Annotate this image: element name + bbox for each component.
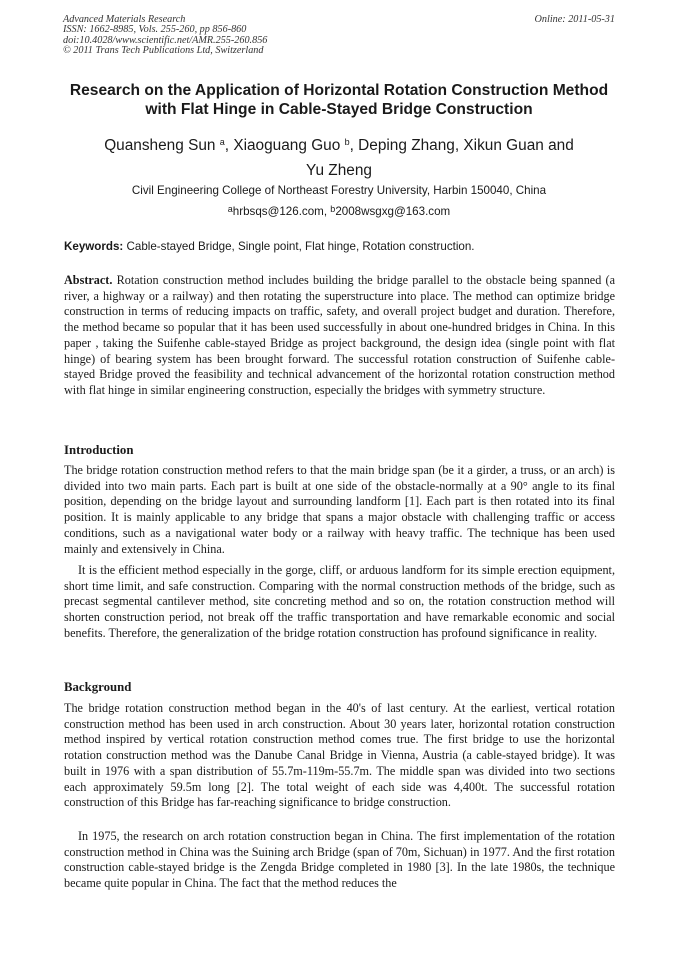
abstract-paragraph: [64, 273, 615, 399]
author-1: Quansheng Sun: [104, 137, 216, 154]
background-heading: Background: [64, 680, 132, 694]
author-4: Xikun Guan and: [463, 137, 574, 154]
copyright-line: © 2011 Trans Tech Publications Ltd, Switzerland: [63, 45, 264, 57]
background-paragraph-1: The bridge rotation construction method began in the 40's of last century. At the earliest, vertical rotation construction method has been used in arch construction. About 30 years later, horizontal rotation construction method inspired by vertical rotation construction method comes true. The first bridge to use the horizontal rotation construction method was the Danube Canal Bridge in Vienna, Austria (a cable-stayed bridge). It was built in 1976 with a span distribution of 55.7m-119m-55.7m. The middle span was divided into two sections each approximately 59.5m long [2]. The total weight of each side was 4,400t. The successful rotation construction of this Bridge has far-reaching significance to bridge construction.: [64, 701, 615, 810]
issn-line: ISSN: 1662-8985, Vols. 255-260, pp 856-860: [63, 24, 247, 36]
abstract-text: Rotation construction method includes building the bridge parallel to the obstacle being spanned (a river, a highway or a railway) and then rotating the superstructure into place. The method can optimize bridge construction in terms of reducing impacts on traffic, safety, and overall project budget and duration. Therefore, the method became so popular that it has been used successfully in about one-hundred bridges in China. In this paper , taking the Suifenhe cable-stayed Bridge as project background, the design idea (single point with flat hinge) of bearing system has been brought forward. The successful rotation construction of Suifenhe cable-stayed Bridge proved the feasibility and technical advancement of the horizontal rotation construction method with flat hinge in similar engineering construction, especially the bridges with symmetry structure.: [64, 273, 615, 397]
email-b-mark: b: [330, 204, 336, 214]
introduction-paragraph-2: It is the efficient method especially in the gorge, cliff, or arduous landform for its simple erection equipment, short time limit, and safe construction. Comparing with the normal construction methods of the bridge, such as precast segmental cantilever method, site concreting method and so on, the rotation construction method will shorten construction period, not break off the traffic transportation and have remarkable economic and social benefits. Therefore, the generalization of the bridge rotation construction has profound significance in reality.: [64, 563, 615, 640]
email-a[interactable]: hrbsqs@126.com,: [232, 205, 328, 218]
introduction-paragraph-1: The bridge rotation construction method refers to that the main bridge span (be it a girder, a truss, or an arch) is divided into two main parts. Each part is built at one side of the obstacle-normally at a 90° angle to its final position, depending on the bridge layout and surrounding landform [1]. Each part is then rotated into its final position. It is mainly applicable to any bridge that spans a major obstacle with challenging traffic or access conditions, such as a navigational water body or a railway with heavy traffic. The technique has been used mainly and extensively in China.: [64, 463, 615, 556]
author-list: [40, 133, 638, 183]
author-5: Yu Zheng: [306, 162, 372, 179]
title-line-2: with Flat Hinge in Cable-Stayed Bridge Construction: [145, 101, 533, 118]
affiliation: Civil Engineering College of Northeast Forestry University, Harbin 150040, China: [131, 184, 547, 197]
title-line-1: Research on the Application of Horizontal Rotation Construction Method: [69, 82, 609, 99]
keywords-text: Cable-stayed Bridge, Single point, Flat hinge, Rotation construction.: [126, 240, 475, 253]
background-paragraph-2: In 1975, the research on arch rotation construction began in China. The first implementation of the rotation construction method in China was the Suining arch Bridge (span of 70m, Sichuan) in 1977. And the first rotation construction cable-stayed bridge is the Zengda Bridge completed in 1980 [3]. In the late 1980s, the technique became quite popular in China. The fact that the method reduces the: [64, 829, 615, 891]
author-2-affil-mark: b: [344, 137, 350, 147]
paper-title: [40, 81, 638, 119]
author-2: Xiaoguang Guo: [233, 137, 341, 154]
author-sep: ,: [349, 137, 359, 154]
abstract-label: Abstract.: [64, 273, 113, 287]
journal-header: [63, 15, 615, 57]
online-date: Online: 2011-05-31: [534, 14, 615, 25]
journal-name: Advanced Materials Research: [63, 14, 186, 25]
author-1-affil-mark: a: [219, 137, 225, 147]
author-sep: ,: [454, 137, 464, 154]
introduction-heading: Introduction: [64, 443, 134, 457]
keywords-line: [64, 239, 616, 254]
doi-line[interactable]: doi:10.4028/www.scientific.net/AMR.255-260.856: [63, 34, 268, 46]
email-line: [40, 205, 638, 219]
keywords-label: Keywords:: [64, 240, 124, 253]
author-sep: ,: [224, 137, 234, 154]
email-b[interactable]: 2008wsgxg@163.com: [335, 205, 451, 218]
email-a-mark: a: [227, 204, 233, 214]
author-3: Deping Zhang: [358, 137, 455, 154]
